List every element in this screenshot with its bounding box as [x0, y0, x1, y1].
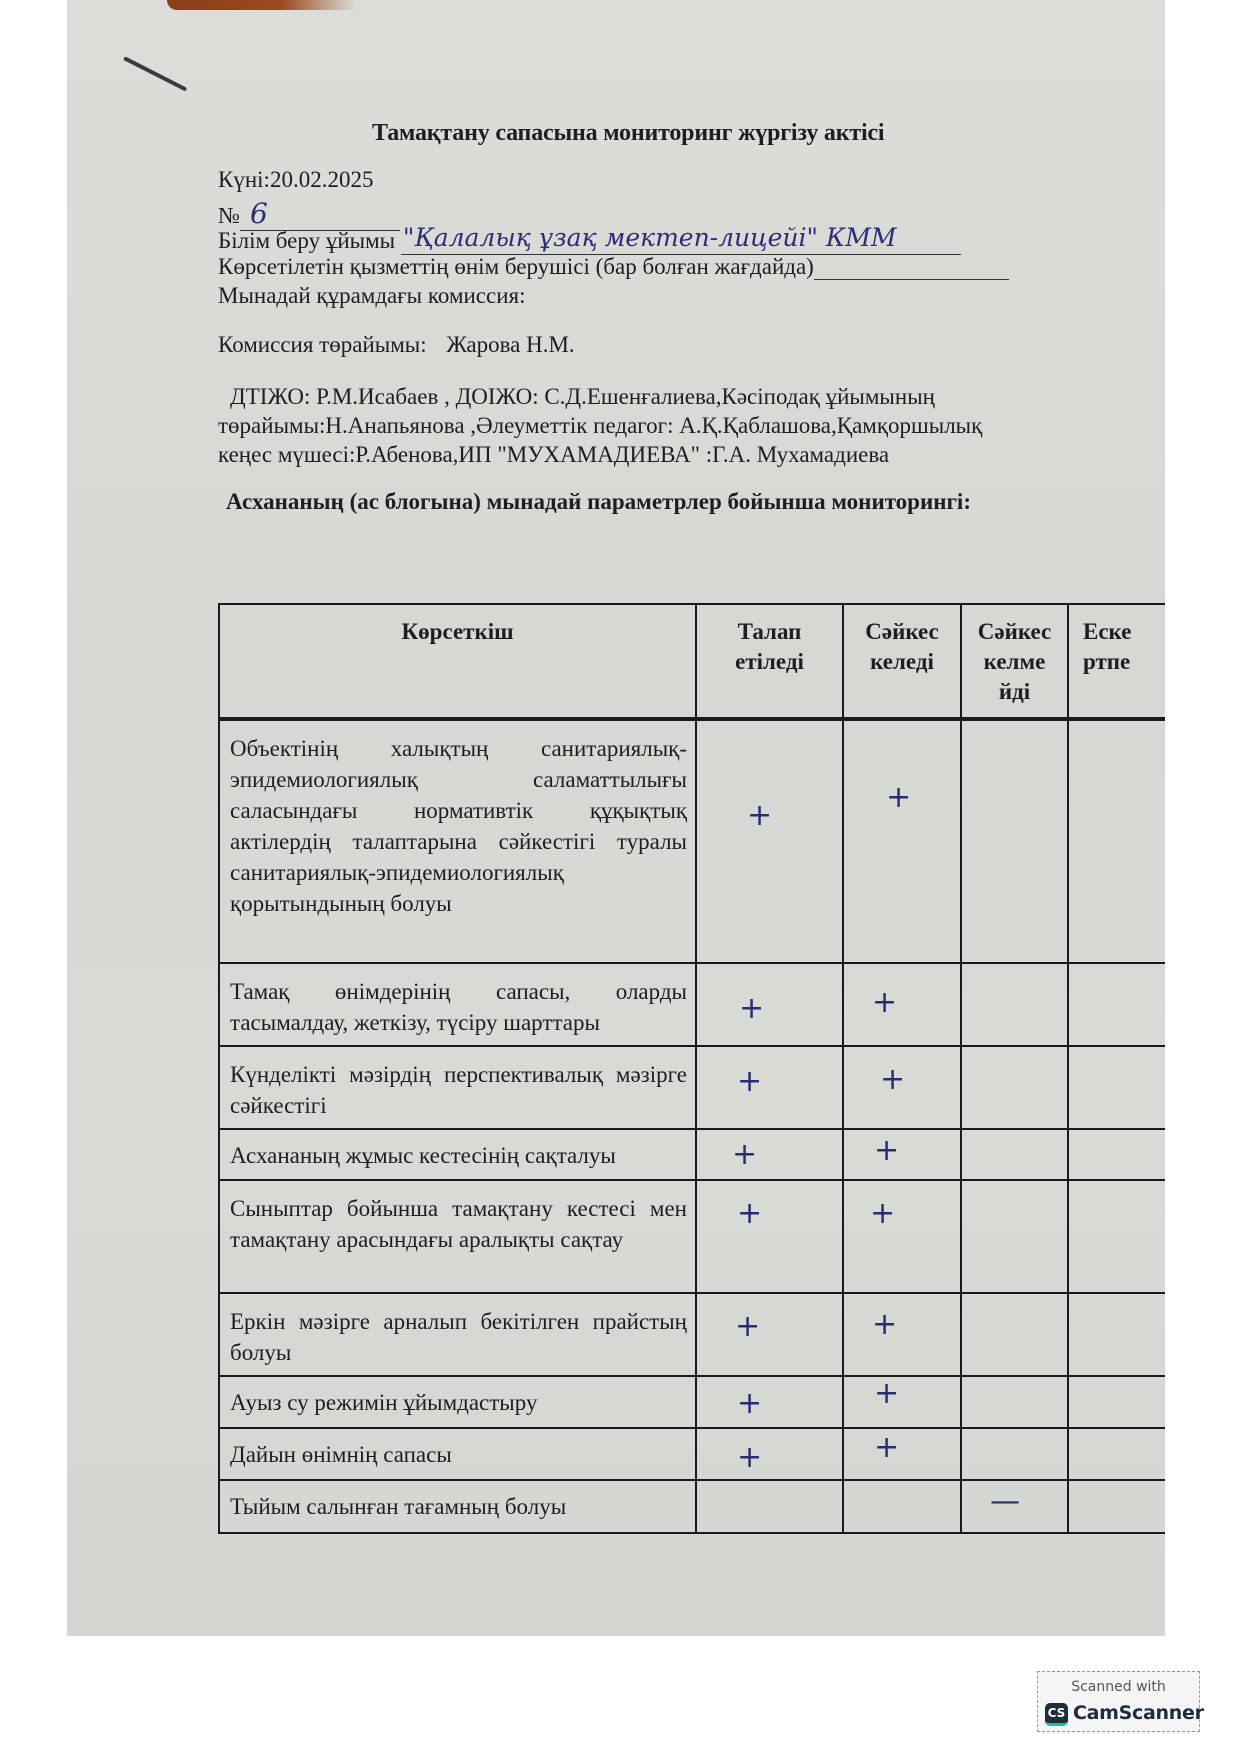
indicator-cell: Тамақ өнімдерінің сапасы, оларды тасымалдау, жеткізу, түсіру шарттары — [219, 963, 696, 1046]
check-mark: + — [737, 1064, 763, 1099]
table-row — [219, 1180, 1165, 1293]
members-line-2: төрайымы:Н.Анапьянова ,Әлеуметтік педагог: А.Қ.Қаблашова,Қамқоршылық — [218, 413, 983, 438]
required-cell — [696, 1046, 843, 1129]
chair-label: Комиссия төрайымы: — [218, 332, 427, 357]
header-compliant: Сәйкес келеді — [843, 604, 961, 718]
members-line-3: кеңес мүшесі:Р.Абенова,ИП "МУХАМАДИЕВА" :Г.А. Мухамадиева — [218, 442, 890, 467]
noncompliant-cell — [961, 720, 1068, 963]
compliant-cell — [843, 1129, 961, 1180]
required-cell — [696, 1480, 843, 1533]
table-row — [219, 1046, 1165, 1129]
required-cell — [696, 1376, 843, 1428]
compliant-cell — [843, 1480, 961, 1533]
check-mark: + — [870, 1196, 896, 1231]
compliant-cell — [843, 1293, 961, 1376]
check-mark: + — [747, 798, 773, 833]
table-row — [219, 963, 1165, 1046]
compliant-cell — [843, 1428, 961, 1480]
check-mark: + — [737, 1440, 763, 1475]
note-cell — [1068, 963, 1165, 1046]
indicator-cell: Күнделікті мәзірдің перспективалық мәзірге сәйкестігі — [219, 1046, 696, 1129]
check-mark: + — [737, 1386, 763, 1421]
indicator-cell: Тыйым салынған тағамның болуы — [219, 1480, 696, 1533]
required-cell — [696, 1293, 843, 1376]
provider-field — [814, 257, 1009, 280]
note-cell — [1068, 1428, 1165, 1480]
table-row — [219, 1428, 1165, 1480]
note-cell — [1068, 1129, 1165, 1180]
required-cell — [696, 1428, 843, 1480]
table-row — [219, 1480, 1165, 1533]
indicator-cell: Объектінің халықтың санитариялық-эпидемиологиялық саламаттылығы саласындағы нормативтік құқықтық актілердің талаптарына сәйкестігі туралы санитариялық-эпидемиологиялық қорытындының болуы — [219, 720, 696, 963]
dash-mark: — — [990, 1484, 1020, 1519]
required-cell — [696, 1180, 843, 1293]
check-mark: + — [874, 1376, 900, 1411]
date-label: Күні: — [218, 167, 270, 192]
chair-line — [218, 332, 575, 358]
noncompliant-cell — [961, 963, 1068, 1046]
compliant-cell — [843, 963, 961, 1046]
noncompliant-cell — [961, 1180, 1068, 1293]
header-indicator: Көрсеткіш — [219, 604, 696, 718]
watermark-brand: CamScanner — [1073, 1702, 1204, 1724]
pen-stroke-mark — [123, 56, 187, 91]
compliant-cell — [843, 1046, 961, 1129]
table-header-row — [219, 604, 1165, 718]
required-cell — [696, 720, 843, 963]
compliant-cell — [843, 1376, 961, 1428]
note-cell — [1068, 1293, 1165, 1376]
organization-line — [218, 225, 961, 255]
section-heading: Асхананың (ас блогына) мынадай параметрлер бойынша мониторингі: — [226, 489, 971, 514]
monitoring-table — [218, 603, 1165, 1534]
camscanner-watermark — [1037, 1671, 1204, 1732]
noncompliant-cell — [961, 1129, 1068, 1180]
check-mark: + — [874, 1133, 900, 1168]
note-cell — [1068, 1046, 1165, 1129]
required-cell — [696, 963, 843, 1046]
scanned-paper — [67, 0, 1165, 1636]
noncompliant-cell — [961, 1376, 1068, 1428]
check-mark: + — [735, 1309, 761, 1344]
note-cell — [1068, 1480, 1165, 1533]
indicator-cell: Еркін мәзірге арналып бекітілген прайстың болуы — [219, 1293, 696, 1376]
watermark-scanned-with: Scanned with — [1071, 1679, 1166, 1695]
check-mark: + — [872, 1307, 898, 1342]
check-mark: + — [874, 1430, 900, 1465]
check-mark: + — [737, 1196, 763, 1231]
camscanner-logo-icon: CS — [1045, 1703, 1068, 1726]
table-body — [218, 719, 1165, 1534]
check-mark: + — [732, 1137, 758, 1172]
compliant-cell — [843, 1180, 961, 1293]
noncompliant-cell — [961, 1428, 1068, 1480]
chair-name: Жарова Н.М. — [446, 332, 575, 357]
note-cell — [1068, 1180, 1165, 1293]
note-cell — [1068, 720, 1165, 963]
indicator-cell: Дайын өнімнің сапасы — [219, 1428, 696, 1480]
indicator-cell: Ауыз су режимін ұйымдастыру — [219, 1376, 696, 1428]
number-value: 6 — [249, 197, 268, 230]
organization-field — [401, 225, 961, 255]
indicator-cell: Сыныптар бойынша тамақтану кестесі мен тамақтану арасындағы аралықты сақтау — [219, 1180, 696, 1293]
noncompliant-cell — [961, 1046, 1068, 1129]
compliant-cell — [843, 720, 961, 963]
noncompliant-cell — [961, 1480, 1068, 1533]
table-row — [219, 1376, 1165, 1428]
number-label: № — [218, 203, 240, 228]
background-object — [167, 0, 357, 10]
header-required: Талап етіледі — [696, 604, 843, 718]
table-row — [219, 720, 1165, 963]
check-mark: + — [739, 991, 765, 1026]
indicator-cell: Асхананың жұмыс кестесінің сақталуы — [219, 1129, 696, 1180]
check-mark: + — [872, 985, 898, 1020]
note-cell — [1068, 1376, 1165, 1428]
organization-value: "Қалалық ұзақ мектеп-лицейі" КММ — [402, 223, 897, 252]
check-mark: + — [886, 780, 912, 815]
check-mark: + — [880, 1062, 906, 1097]
required-cell — [696, 1129, 843, 1180]
provider-line — [218, 254, 1009, 280]
commission-label: Мынадай құрамдағы комиссия: — [218, 283, 526, 308]
header-noncompliant: Сәйкес келме йді — [961, 604, 1068, 718]
document-title: Тамақтану сапасына мониторинг жүргізу актісі — [372, 120, 885, 146]
date-value: 20.02.2025 — [269, 167, 374, 192]
provider-label: Көрсетілетін қызметтің өнім берушісі (бар болған жағдайда) — [218, 254, 814, 279]
date-line — [218, 167, 373, 193]
noncompliant-cell — [961, 1293, 1068, 1376]
table-row — [219, 1129, 1165, 1180]
header-note: Еске ртпе — [1068, 604, 1165, 718]
table-row — [219, 1293, 1165, 1376]
organization-label: Білім беру ұйымы — [218, 228, 396, 253]
members-line-1: ДТІЖО: Р.М.Исабаев , ДОІЖО: С.Д.Ешенғалиева,Кәсіподақ ұйымының — [230, 384, 935, 409]
